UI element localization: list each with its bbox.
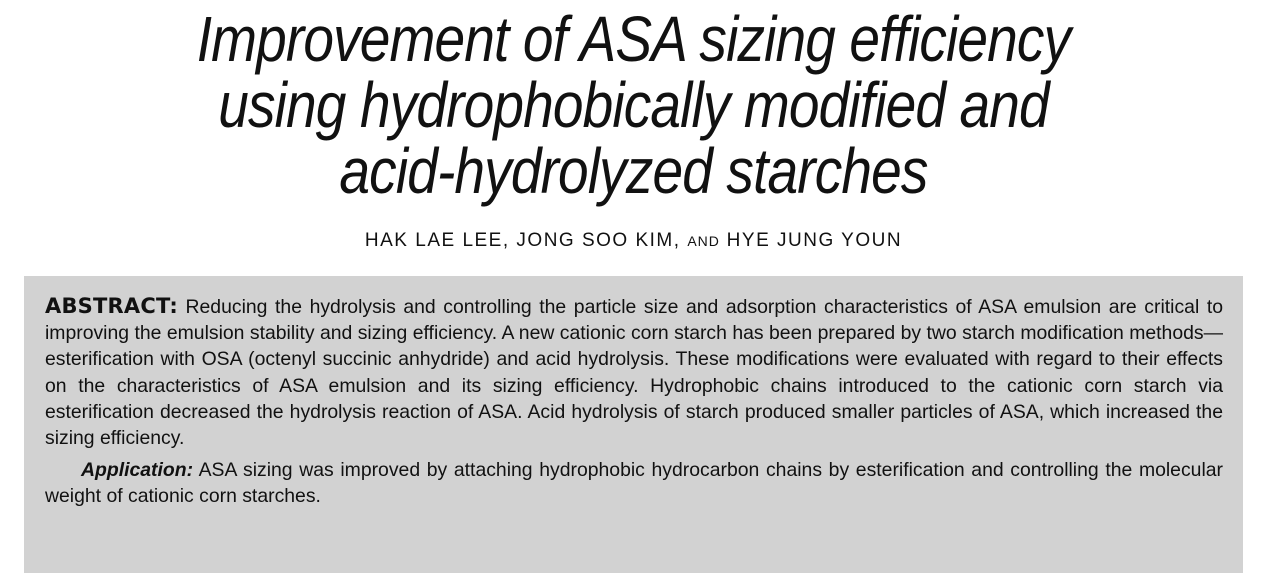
title-line-2: using hydrophobically modified and — [218, 69, 1049, 141]
application-body: ASA sizing was improved by attaching hydrophobic hydrocarbon chains by esterification and controlling the molecular weight of cationic corn starches. — [45, 459, 1223, 508]
paper-title — [0, 3, 1267, 207]
abstract-body: Reducing the hydrolysis and controlling the particle size and adsorption characteristics of ASA emulsion are critical to improving the emulsion stability and sizing efficiency. A new cationic corn starch has been prepared by two starch modification methods—esterification with OSA (octenyl succinic anhydride) and acid hydrolysis. These modifications were evaluated with regard to their effects on the characteristics of ASA emulsion and its sizing efficiency. Hydrophobic chains introduced to the cationic corn starch via esterification decreased the hydrolysis reaction of ASA. Acid hydrolysis of starch produced smaller particles of ASA, which increased the sizing efficiency. — [45, 296, 1223, 450]
title-line-1: Improvement of ASA sizing efficiency — [196, 3, 1071, 75]
application-paragraph — [45, 457, 1223, 509]
abstract-paragraph — [45, 293, 1223, 451]
authors-conjunction: AND — [687, 233, 720, 249]
abstract-heading: ABSTRACT: — [45, 294, 178, 318]
application-heading: Application: — [81, 459, 194, 482]
abstract-panel — [24, 276, 1243, 573]
authors-first: HAK LAE LEE, JONG SOO KIM, — [364, 230, 681, 251]
author-list — [0, 230, 1267, 252]
authors-last: HYE JUNG YOUN — [726, 230, 903, 251]
title-line-3: acid-hydrolyzed starches — [339, 135, 928, 207]
